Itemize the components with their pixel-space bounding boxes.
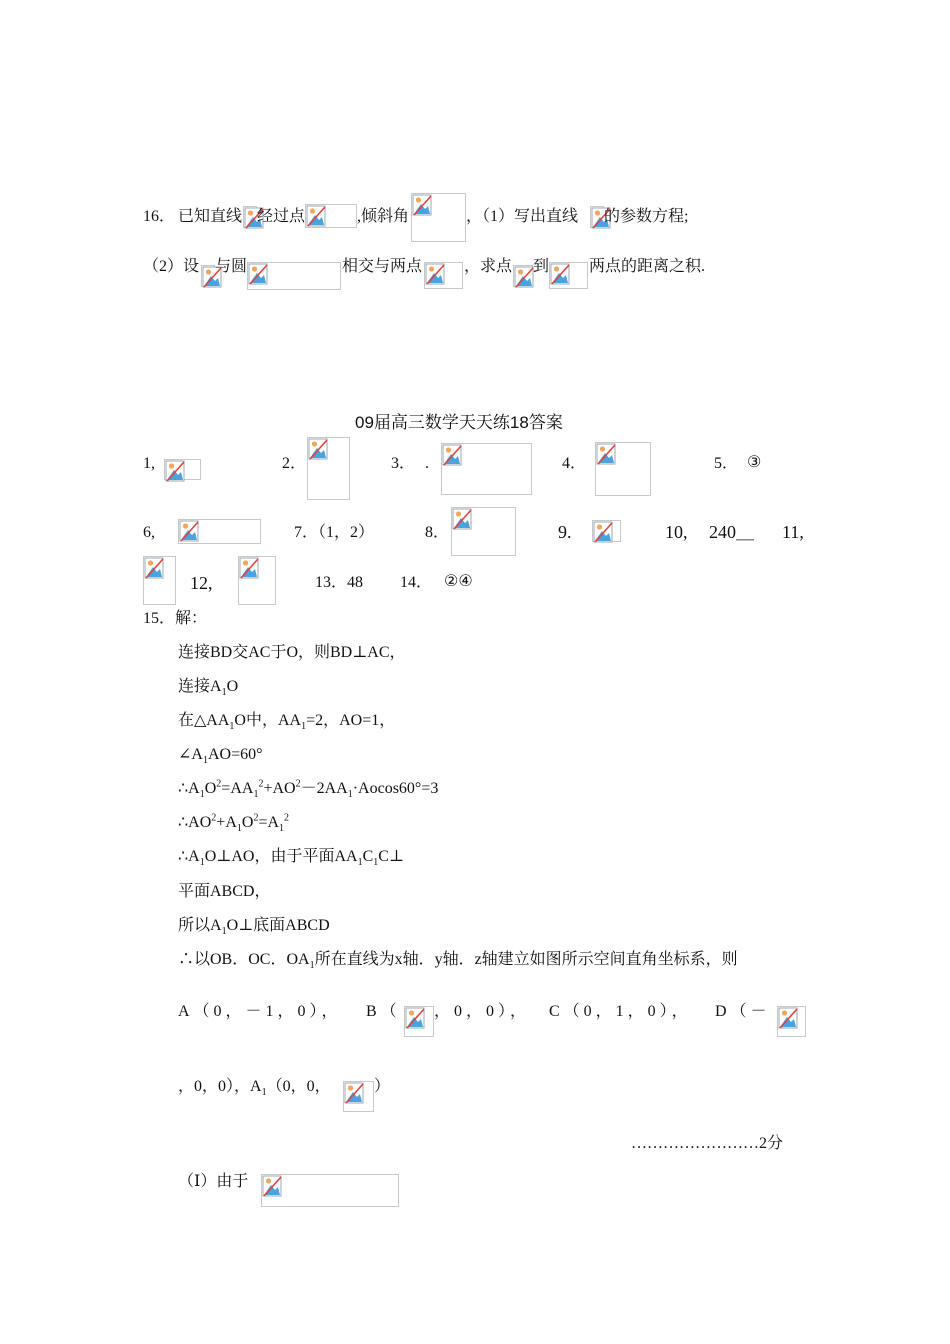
answer-image <box>164 459 201 480</box>
answer-image <box>451 507 516 556</box>
answer-label: 7．（1，2） <box>294 524 375 541</box>
formula-image <box>261 1174 399 1207</box>
broken-image-icon <box>593 521 613 543</box>
solution-line: $\therefore A_1O\perp AO$，由于平面$AA_1C_1C\perp$ <box>178 848 404 869</box>
coordinate-A: A（0，－1，0）， <box>178 1003 342 1020</box>
answer-label: 1, <box>143 455 155 472</box>
solution-line: ） <box>374 1078 391 1095</box>
broken-image-icon <box>308 438 328 460</box>
answer-value: ②④ <box>444 573 473 590</box>
q16-text: ，求点 <box>464 258 513 275</box>
solution-heading: 15．解： <box>143 610 208 627</box>
formula-image <box>777 1006 806 1037</box>
q16-text: ,倾斜角 <box>357 208 410 225</box>
solution-line: $\angle A_1AO=60^\circ$ <box>178 746 263 767</box>
answer-value: ③ <box>747 454 762 471</box>
broken-image-icon <box>514 266 534 288</box>
broken-image-icon <box>306 205 326 227</box>
broken-image-icon <box>412 194 432 216</box>
solution-line: 连接BD交AC于O，则BD⊥AC， <box>178 644 406 661</box>
answer-label: 9. <box>558 522 572 542</box>
formula-image <box>411 193 466 242</box>
answer-label: 14． <box>400 574 433 591</box>
formula-image <box>549 262 588 289</box>
answer-label: 6, <box>143 524 155 541</box>
answer-image <box>592 520 621 542</box>
formula-image <box>243 206 257 228</box>
broken-image-icon <box>405 1007 425 1029</box>
q16-text: 经过点 <box>257 208 306 225</box>
answer-label: 8． <box>425 524 450 541</box>
q16-number: 16． <box>143 208 176 225</box>
coordinate-D: D（－ <box>715 1003 771 1020</box>
q16-text: 的参数方程; <box>604 208 689 225</box>
q16-text: 已知直线 <box>178 208 243 225</box>
page-title: 09届高三数学天天练18答案 <box>355 413 563 432</box>
solution-line: 在$\triangle AA_1O$中，$AA_1=2$，AO=1， <box>178 712 396 733</box>
solution-line: 连接$A_1O$ <box>178 678 239 699</box>
broken-image-icon <box>596 443 616 465</box>
q16-text: 两点的距离之积. <box>589 258 706 275</box>
solution-line: ，0，0），$A_1(0$，0， <box>178 1078 331 1099</box>
answer-value: 240＿ <box>709 522 754 542</box>
answer-label: 4． <box>562 455 587 472</box>
answer-image <box>441 443 532 495</box>
answer-label: 13．48 <box>315 574 364 591</box>
broken-image-icon <box>452 508 472 530</box>
solution-line: 所以$A_1O\perp$底面ABCD <box>178 917 330 938</box>
broken-image-icon <box>248 263 268 285</box>
answer-image <box>595 442 651 496</box>
q16-text: ，（1）写出直线 <box>466 208 579 225</box>
answer-label: 11, <box>782 522 804 542</box>
broken-image-icon <box>262 1175 282 1197</box>
score-marker: ……………………2分 <box>631 1135 784 1152</box>
solution-line: （Ⅰ）由于 <box>178 1173 249 1190</box>
formula-image <box>424 262 463 289</box>
answer-image <box>143 556 176 605</box>
answer-label: 3． <box>391 455 416 472</box>
coordinate-C: C（0，1，0）， <box>549 1003 692 1020</box>
answer-label: 5． <box>714 455 739 472</box>
formula-image <box>201 265 215 287</box>
broken-image-icon <box>239 557 259 579</box>
answer-image <box>307 437 350 500</box>
formula-image <box>590 206 604 228</box>
broken-image-icon <box>442 444 462 466</box>
q16-text: 到 <box>533 258 550 275</box>
answer-label: . <box>425 455 429 472</box>
formula-image <box>305 204 357 228</box>
answer-label: 2． <box>282 455 307 472</box>
formula-image <box>404 1006 434 1037</box>
solution-line: 平面ABCD， <box>178 883 271 900</box>
broken-image-icon <box>144 557 164 579</box>
broken-image-icon <box>344 1082 364 1104</box>
coordinate-B: ，0，0）， <box>434 1003 531 1020</box>
answer-label: 10, <box>665 522 688 542</box>
q16-text: （2）设 <box>143 258 200 275</box>
coordinate-B: B（ <box>366 1003 401 1020</box>
broken-image-icon <box>425 263 445 285</box>
answer-label: 12, <box>190 573 213 593</box>
formula-image <box>513 265 533 287</box>
answer-image <box>178 519 261 544</box>
formula-image <box>247 262 341 290</box>
broken-image-icon <box>179 520 199 542</box>
broken-image-icon <box>165 460 185 482</box>
solution-line: $\therefore AO^2+A_1O^2=A_1^2$ <box>178 812 290 835</box>
solution-line: $\therefore A_1O^2=AA_1^2+AO^2-2AA_1\cdot Aocos60^\circ=3$ <box>178 778 439 801</box>
solution-line: ∴以OB．OC．$OA_1$所在直线为x轴．y轴．z轴建立如图所示空间直角坐标系，则 <box>178 951 738 972</box>
broken-image-icon <box>778 1007 798 1029</box>
q16-text: 与圆 <box>215 258 248 275</box>
broken-image-icon <box>550 263 570 285</box>
formula-image <box>343 1081 374 1112</box>
answer-image <box>238 556 276 605</box>
q16-text: 相交与两点 <box>342 258 423 275</box>
